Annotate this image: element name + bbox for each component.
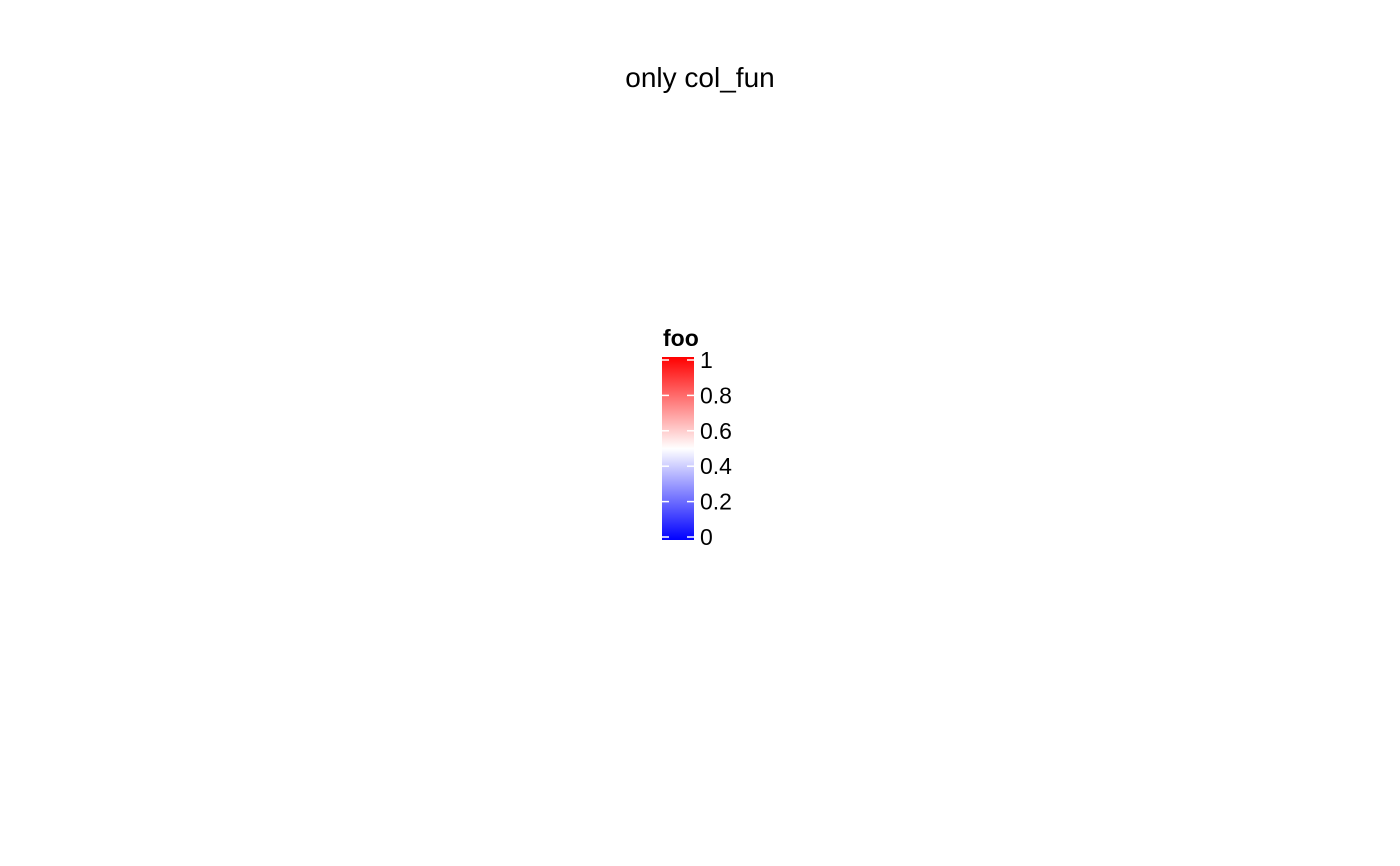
legend-tick-label: 0.4 bbox=[700, 453, 732, 480]
legend-tick-label: 0 bbox=[700, 524, 713, 550]
chart-title: only col_fun bbox=[625, 62, 775, 93]
legend-tick-label: 0.2 bbox=[700, 488, 732, 515]
legend-tick-label: 0.6 bbox=[700, 417, 732, 444]
legend-tick-label: 1 bbox=[700, 347, 713, 373]
legend-color-bar bbox=[662, 357, 694, 540]
legend-title: foo bbox=[663, 325, 699, 351]
legend-tick-labels bbox=[700, 347, 732, 550]
legend-tick-label: 0.8 bbox=[700, 382, 732, 409]
color-legend bbox=[662, 325, 732, 550]
